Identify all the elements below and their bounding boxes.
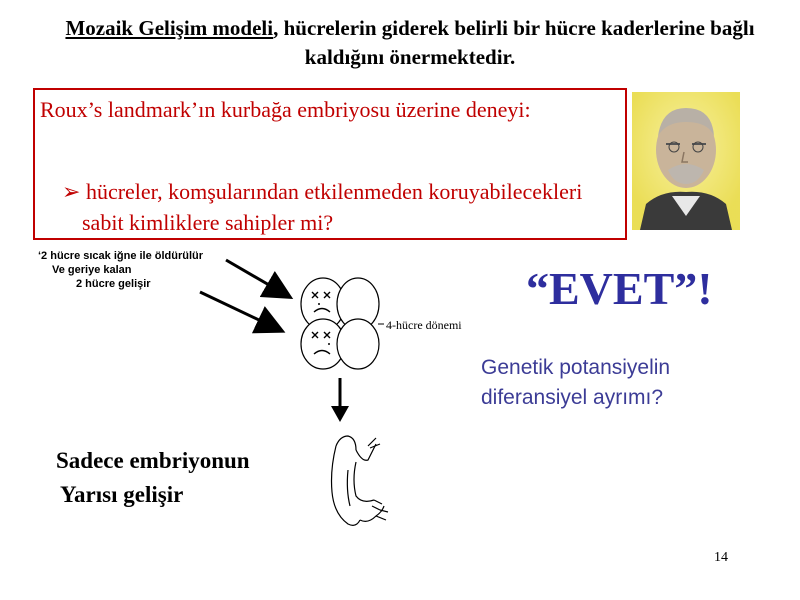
result-line-2: Yarısı gelişir [60, 482, 184, 507]
genetic-question [481, 353, 741, 413]
experiment-line-3: 2 hücre gelişir [76, 278, 151, 290]
stage-label: 4-hücre dönemi [386, 318, 462, 332]
pointer-arrow-1 [226, 260, 288, 296]
pointer-arrow-2 [200, 292, 280, 330]
half-embryo-drawing [332, 436, 389, 525]
roux-heading: Roux’s landmark’ın kurbağa embriyosu üzerine deneyi: [40, 97, 531, 122]
result-line-1: Sadece embriyonun [56, 448, 250, 473]
roux-bullet-text: hücreler, komşularından etkilenmeden koruyabilecekleri sabit kimliklere sahipler mi? [80, 179, 583, 235]
title-underlined: Mozaik Gelişim modeli [65, 16, 274, 40]
page-number: 14 [714, 550, 728, 565]
evet-answer: “EVET”! [526, 263, 713, 314]
genetic-line-1: Genetik potansiyelin [481, 356, 671, 379]
bullet-arrow-icon: ➢ [62, 179, 81, 204]
genetic-line-2: diferansiyel ayrımı? [481, 386, 664, 409]
down-arrow [331, 378, 349, 422]
four-cell-embryo [301, 278, 379, 369]
experiment-line-2: Ve geriye kalan [52, 264, 132, 276]
result-text [56, 444, 316, 512]
title-rest: , hücrelerin giderek belirli bir hücre kaderlerine bağlı kaldığını önermektedir. [273, 16, 755, 69]
experiment-line-1: ‘2 hücre sıcak iğne ile öldürülür [38, 250, 204, 262]
